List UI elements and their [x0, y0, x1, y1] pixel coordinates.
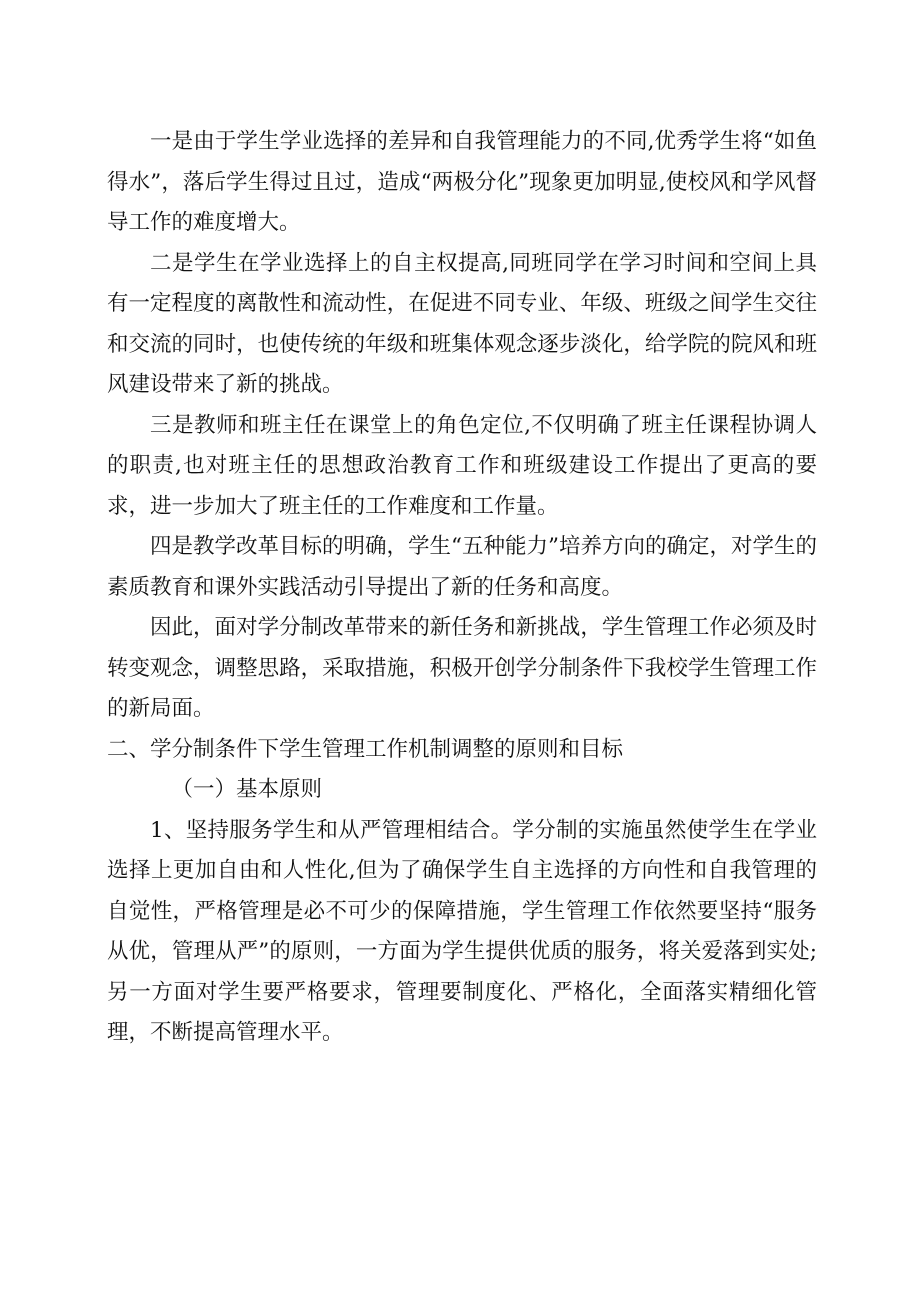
- section-heading: 二、学分制条件下学生管理工作机制调整的原则和目标: [107, 736, 624, 762]
- document-body: [107, 122, 817, 1054]
- paragraph-polarization: 一是由于学生学业选择的差异和自我管理能力的不同,优秀学生将“如鱼得水”，落后学生得过且过，造成“两极分化”现象更加明显,使校风和学风督导工作的难度增大。: [107, 129, 817, 235]
- paragraph-principle-1: 1、坚持服务学生和从严管理相结合。学分制的实施虽然使学生在学业选择上更加自由和人性化,但为了确保学生自主选择的方向性和自我管理的自觉性，严格管理是必不可少的保障措施，学生管理工作依然要坚持“服务从优，管理从严”的原则，一方面为学生提供优质的服务，将关爱落到实处;另一方面对学生要严格要求，管理要制度化、严格化，全面落实精细化管理，不断提高管理水平。: [107, 817, 817, 1045]
- paragraph-teacher-role: 三是教师和班主任在课堂上的角色定位,不仅明确了班主任课程协调人的职责,也对班主任的思想政治教育工作和班级建设工作提出了更高的要求，进一步加大了班主任的工作难度和工作量。: [107, 412, 817, 519]
- paragraph-reform-goals: 四是教学改革目标的明确，学生“五种能力”培养方向的确定，对学生的素质教育和课外实践活动引导提出了新的任务和高度。: [107, 534, 817, 600]
- subsection-heading: （一）基本原则: [171, 777, 323, 802]
- paragraph-autonomy: 二是学生在学业选择上的自主权提高,同班同学在学习时间和空间上具有一定程度的离散性和流动性，在促进不同专业、年级、班级之间学生交往和交流的同时，也使传统的年级和班集体观念逐步淡化，给学院的院风和班风建设带来了新的挑战。: [107, 250, 817, 397]
- paragraph-conclusion: 因此，面对学分制改革带来的新任务和新挑战，学生管理工作必须及时转变观念，调整思路，采取措施，积极开创学分制条件下我校学生管理工作的新局面。: [107, 615, 817, 721]
